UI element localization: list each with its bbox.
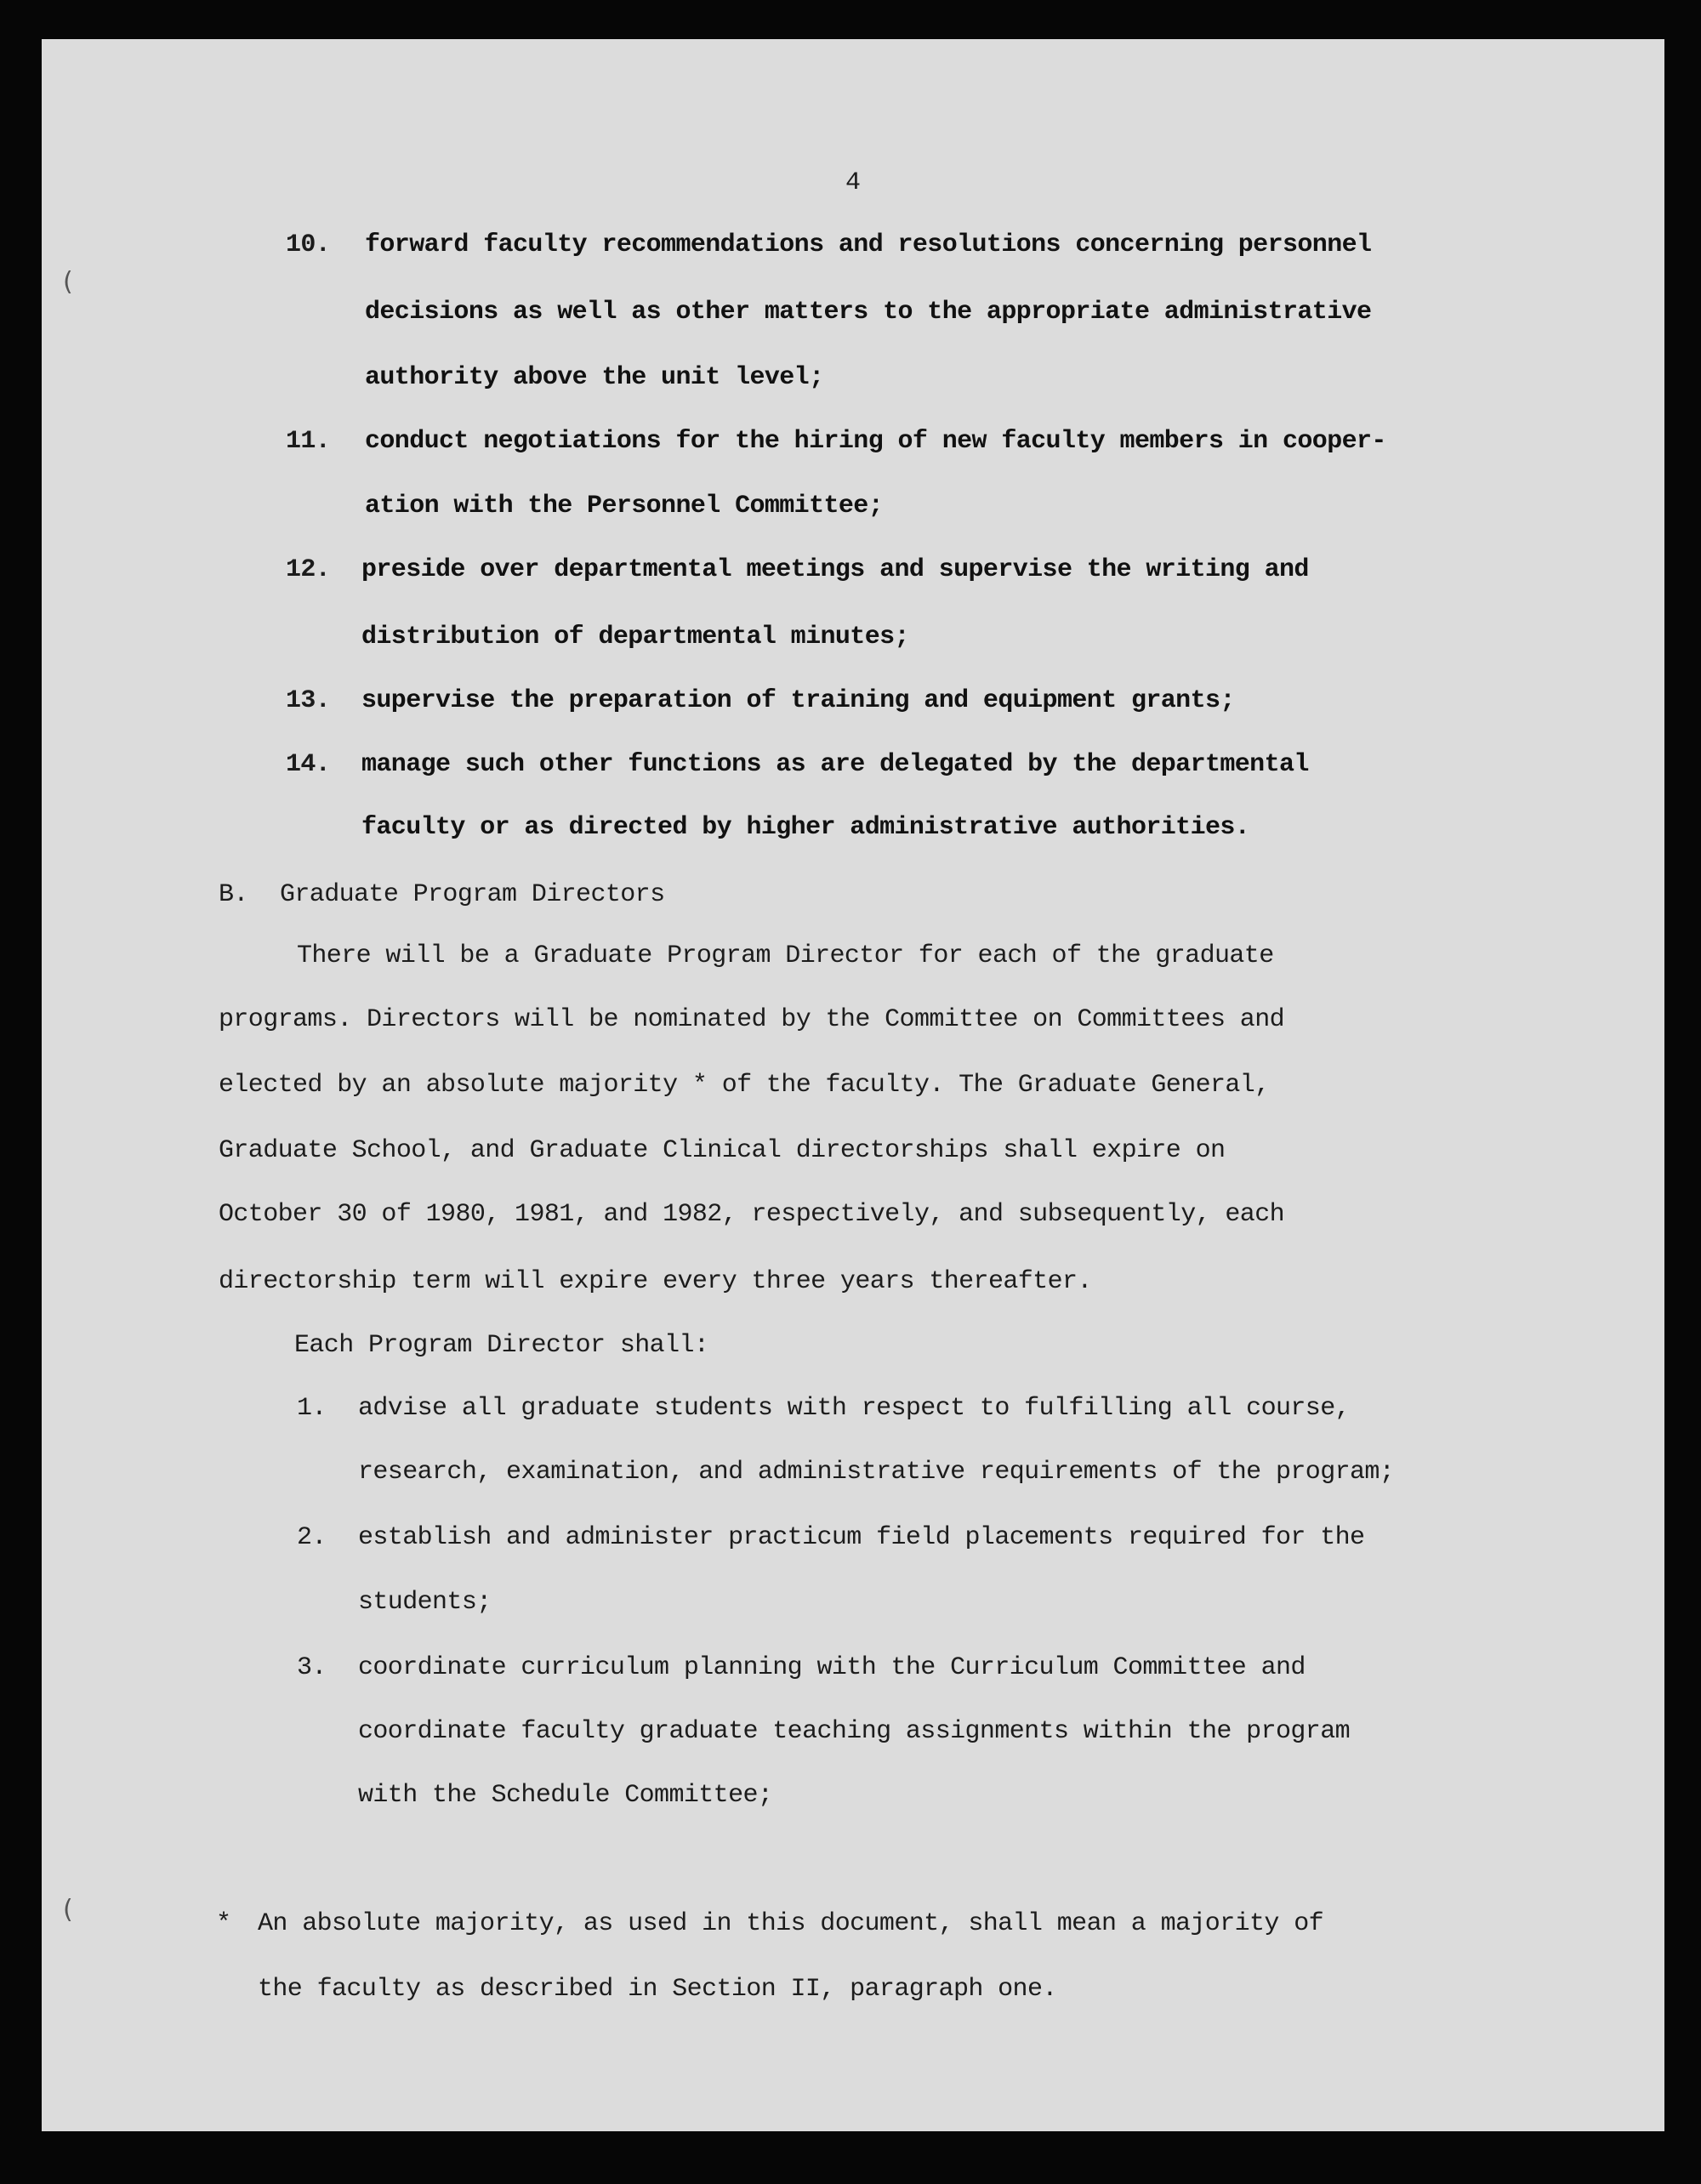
- item-number: 12.: [286, 555, 331, 584]
- directors-intro: Each Program Director shall:: [294, 1331, 709, 1360]
- item-line: establish and administer practicum field placements required for the: [358, 1523, 1365, 1552]
- paragraph-line: October 30 of 1980, 1981, and 1982, respectively, and subsequently, each: [219, 1200, 1285, 1229]
- item-line: faculty or as directed by higher administrative authorities.: [361, 813, 1250, 842]
- footnote-line: An absolute majority, as used in this document, shall mean a majority of: [258, 1909, 1324, 1938]
- item-number: 11.: [286, 427, 331, 456]
- item-line: preside over departmental meetings and supervise the writing and: [361, 555, 1309, 584]
- item-line: forward faculty recommendations and resolutions concerning personnel: [365, 230, 1372, 259]
- item-line: coordinate curriculum planning with the Curriculum Committee and: [358, 1653, 1306, 1682]
- footnote-marker: *: [216, 1909, 231, 1938]
- paragraph-line: Graduate School, and Graduate Clinical directorships shall expire on: [219, 1136, 1226, 1165]
- item-line: research, examination, and administrative requirements of the program;: [358, 1458, 1395, 1487]
- item-line: students;: [358, 1588, 492, 1617]
- margin-mark: (: [63, 267, 73, 297]
- paragraph-line: programs. Directors will be nominated by the Committee on Committees and: [219, 1005, 1285, 1034]
- item-line: ation with the Personnel Committee;: [365, 492, 884, 520]
- item-line: supervise the preparation of training and equipment grants;: [361, 686, 1235, 715]
- item-number: 13.: [286, 686, 331, 715]
- section-letter: B.: [219, 880, 248, 909]
- page-number: 4: [845, 168, 861, 197]
- item-line: manage such other functions as are delegated by the departmental: [361, 750, 1309, 779]
- footnote-line: the faculty as described in Section II, paragraph one.: [258, 1975, 1057, 2004]
- paragraph-line: elected by an absolute majority * of the faculty. The Graduate General,: [219, 1071, 1270, 1100]
- document-page: [42, 39, 1664, 2131]
- item-number: 10.: [286, 230, 331, 259]
- paragraph-line: directorship term will expire every three years thereafter.: [219, 1267, 1092, 1296]
- item-line: distribution of departmental minutes;: [361, 623, 909, 651]
- section-heading: Graduate Program Directors: [280, 880, 665, 909]
- item-number: 2.: [297, 1523, 327, 1552]
- margin-mark: (: [63, 1895, 73, 1925]
- paragraph-line: There will be a Graduate Program Director for each of the graduate: [297, 941, 1274, 970]
- item-line: coordinate faculty graduate teaching assignments within the program: [358, 1717, 1350, 1746]
- item-line: conduct negotiations for the hiring of new faculty members in cooper-: [365, 427, 1386, 456]
- item-number: 1.: [297, 1394, 327, 1423]
- item-line: with the Schedule Committee;: [358, 1781, 773, 1810]
- item-line: advise all graduate students with respect to fulfilling all course,: [358, 1394, 1350, 1423]
- item-number: 3.: [297, 1653, 327, 1682]
- item-line: decisions as well as other matters to the appropriate administrative: [365, 298, 1372, 327]
- item-line: authority above the unit level;: [365, 363, 824, 392]
- item-number: 14.: [286, 750, 331, 779]
